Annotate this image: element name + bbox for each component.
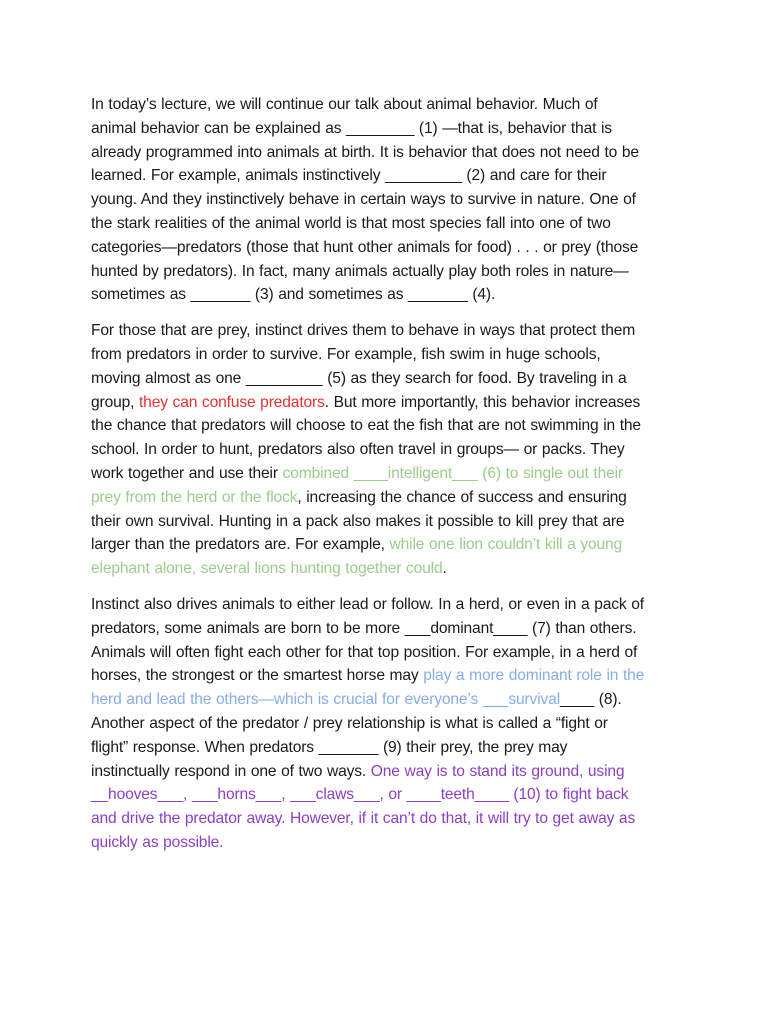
body-text: Animals will often fight each other for that top position. For example, in a herd of bbox=[91, 643, 638, 661]
text-line bbox=[91, 593, 683, 617]
text-line bbox=[91, 260, 683, 284]
body-text: sometimes as _______ (3) and sometimes as _______ (4). bbox=[91, 286, 496, 304]
body-text: In today’s lecture, we will continue our talk about animal behavior. Much of bbox=[91, 96, 598, 113]
text-line bbox=[91, 117, 683, 141]
highlighted-text: elephant alone, several lions hunting together could bbox=[91, 560, 443, 578]
text-line bbox=[91, 617, 683, 641]
body-text: their own survival. Hunting in a pack also makes it possible to kill prey that are bbox=[91, 512, 625, 530]
text-line bbox=[91, 760, 683, 784]
highlighted-text: quickly as possible. bbox=[91, 833, 224, 851]
text-line bbox=[91, 736, 683, 760]
body-text: group, bbox=[91, 393, 139, 411]
text-line bbox=[91, 141, 683, 165]
highlighted-text: prey from the herd or the flock bbox=[91, 488, 298, 506]
paragraph bbox=[91, 319, 683, 581]
highlighted-text: they can confuse predators bbox=[139, 393, 325, 411]
body-text: from predators in order to survive. For example, fish swim in huge schools, bbox=[91, 345, 601, 363]
text-line bbox=[91, 712, 683, 736]
body-text: flight” response. When predators _______ (9) their prey, the prey may bbox=[91, 738, 568, 756]
text-line bbox=[91, 236, 683, 260]
text-line bbox=[91, 831, 683, 855]
text-line bbox=[91, 807, 683, 831]
body-text: moving almost as one _________ (5) as they search for food. By traveling in a bbox=[91, 369, 627, 387]
highlighted-text: combined ____intelligent___ (6) to single out their bbox=[282, 464, 623, 482]
body-text: . But more importantly, this behavior increases bbox=[324, 393, 641, 411]
body-text: animal behavior can be explained as ________ (1) —that is, behavior that is bbox=[91, 119, 612, 137]
body-text: . bbox=[442, 560, 447, 578]
text-line bbox=[91, 641, 683, 665]
body-text: ____ (8). bbox=[560, 691, 622, 709]
text-line bbox=[91, 438, 683, 462]
text-line bbox=[91, 688, 683, 712]
highlighted-text: and drive the predator away. However, if it can’t do that, it will try to get away as bbox=[91, 810, 636, 828]
text-line bbox=[91, 283, 683, 307]
text-line bbox=[91, 367, 683, 391]
body-text: predators, some animals are born to be more ___dominant____ (7) than others. bbox=[91, 619, 637, 637]
body-text: learned. For example, animals instinctively _________ (2) and care for their bbox=[91, 167, 607, 185]
paragraph bbox=[91, 93, 683, 307]
body-text: Instinct also drives animals to either lead or follow. In a herd, or even in a pack of bbox=[91, 595, 644, 613]
body-text: instinctually respond in one of two ways. bbox=[91, 762, 371, 780]
text-line bbox=[91, 486, 683, 510]
body-text: the stark realities of the animal world is that most species fall into one of two bbox=[91, 214, 611, 232]
text-line bbox=[91, 212, 683, 236]
body-text: the chance that predators will choose to eat the fish that are not swimming in the bbox=[91, 417, 641, 435]
text-line bbox=[91, 533, 683, 557]
body-text: school. In order to hunt, predators also often travel in groups— or packs. They bbox=[91, 441, 625, 459]
highlighted-text: herd and lead the others—which is crucial for everyone’s ___survival bbox=[91, 691, 561, 709]
text-line bbox=[91, 462, 683, 486]
body-text: already programmed into animals at birth. It is behavior that does not need to be bbox=[91, 143, 639, 161]
body-text: young. And they instinctively behave in certain ways to survive in nature. One of bbox=[91, 191, 636, 209]
text-line bbox=[91, 783, 683, 807]
highlighted-text: One way is to stand its ground, using bbox=[370, 762, 625, 780]
text-line bbox=[91, 319, 683, 343]
text-line bbox=[91, 188, 683, 212]
text-line bbox=[91, 164, 683, 188]
document-page bbox=[91, 93, 683, 867]
body-text: hunted by predators). In fact, many animals actually play both roles in nature— bbox=[91, 262, 629, 280]
text-line bbox=[91, 510, 683, 534]
text-line bbox=[91, 664, 683, 688]
highlighted-text: while one lion couldn’t kill a young bbox=[389, 536, 623, 554]
text-line bbox=[91, 343, 683, 367]
text-line bbox=[91, 391, 683, 415]
text-line bbox=[91, 557, 683, 581]
body-text: Another aspect of the predator / prey relationship is what is called a “fight or bbox=[91, 714, 608, 732]
body-text: work together and use their bbox=[91, 464, 283, 482]
paragraph bbox=[91, 593, 683, 855]
body-text: horses, the strongest or the smartest horse may bbox=[91, 667, 424, 685]
text-line bbox=[91, 93, 683, 117]
highlighted-text: play a more dominant role in the bbox=[423, 667, 645, 685]
highlighted-text: __hooves___, ___horns___, ___claws___, or ____teeth____ (10) to fight back bbox=[91, 786, 629, 804]
body-text: larger than the predators are. For example, bbox=[91, 536, 390, 554]
body-text: categories—predators (those that hunt other animals for food) . . . or prey (those bbox=[91, 238, 639, 256]
body-text: For those that are prey, instinct drives them to behave in ways that protect them bbox=[91, 322, 636, 340]
body-text: , increasing the chance of success and ensuring bbox=[297, 488, 627, 506]
text-line bbox=[91, 414, 683, 438]
